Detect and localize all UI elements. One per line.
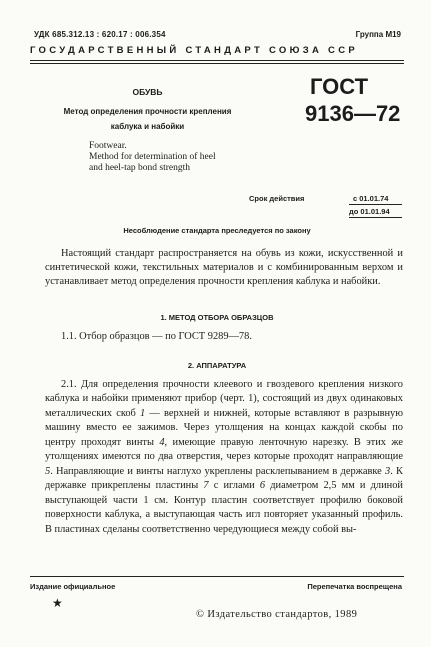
english-title: Footwear. xyxy=(89,141,127,151)
intro-paragraph: Настоящий стандарт распространяется на обувь из кожи, искусственной и синтетической кожи, текстильных материалов и с комбинированным верхом и устанавливает метод определения прочности крепления каблука и набойки. xyxy=(45,248,403,288)
paragraph-2-1: 2.1. Для определения прочности клеевого и гвоздевого крепления низкого каблука и набойки применяют прибор (черт. 1), состоящий из двух одинаковых металлических скоб 1 — верхней и нижней, которые вставляют в разрывную машину вместо ее зажимов. Через утолщения на концах каждой скобы по центру проходят винты 4, имеющие правую ленточную нарезку. В этих же утолщениях имеются по два отверстия, через которые проходят направляющие 5. Направляющие и винты наглухо укреплены расклепыванием в державке 3. К державке прикреплены пластины 7 с иглами 6 диаметром 2,5 мм и длиной выступающей части 1 см. Контур пластин соответствует профилю боковой поверхности каблука, а выступающая часть игл повторяет указанный профиль. В пластинах сделаны соответственно чередующиеся между собой вы- xyxy=(45,379,403,535)
validity-divider xyxy=(349,204,402,205)
section-heading-sampling: 1. МЕТОД ОТБОРА ОБРАЗЦОВ xyxy=(160,313,274,322)
header-rule-thin xyxy=(30,63,404,64)
ref-number: 7 xyxy=(203,480,209,492)
document-subtitle xyxy=(30,104,265,134)
ref-number: 5 xyxy=(45,465,51,477)
footer-rule xyxy=(30,576,404,577)
header-rule-thick xyxy=(30,60,404,61)
ref-number: 4 xyxy=(159,436,165,448)
subtitle-line: каблука и набойки xyxy=(110,122,185,131)
document-title: ОБУВЬ xyxy=(132,87,163,97)
reprint-notice: Перепечатка воспрещена xyxy=(307,582,402,591)
validity-label: Срок действия xyxy=(249,194,305,203)
paragraph-1-1: 1.1. Отбор образцов — по ГОСТ 9289—78. xyxy=(61,331,252,342)
ref-number: 6 xyxy=(259,480,266,492)
ref-number: 1 xyxy=(140,407,146,419)
legal-notice: Несоблюдение стандарта преследуется по закону xyxy=(123,226,311,235)
validity-underline xyxy=(349,217,402,218)
gost-number: 9136—72 xyxy=(305,101,401,126)
subtitle-line: Метод определения прочности крепления xyxy=(63,107,232,116)
star-icon: ★ xyxy=(52,596,63,610)
copyright-notice: © Издательство стандартов, 1989 xyxy=(196,609,358,620)
standard-heading: ГОСУДАРСТВЕННЫЙ СТАНДАРТ СОЮЗА ССР xyxy=(30,45,359,56)
validity-to: до 01.01.94 xyxy=(349,207,390,216)
english-subtitle: Method for determination of heel and heel-tap bond strength xyxy=(89,152,216,173)
group-code: Группа М19 xyxy=(355,30,401,39)
section-heading-apparatus: 2. АППАРАТУРА xyxy=(187,361,247,370)
official-edition-label: Издание официальное xyxy=(30,582,116,591)
gost-label: ГОСТ xyxy=(310,74,369,99)
udk-code: УДК 685.312.13 : 620.17 : 006.354 xyxy=(34,30,166,39)
ref-number: 3 xyxy=(385,465,391,477)
validity-from: с 01.01.74 xyxy=(353,194,389,203)
